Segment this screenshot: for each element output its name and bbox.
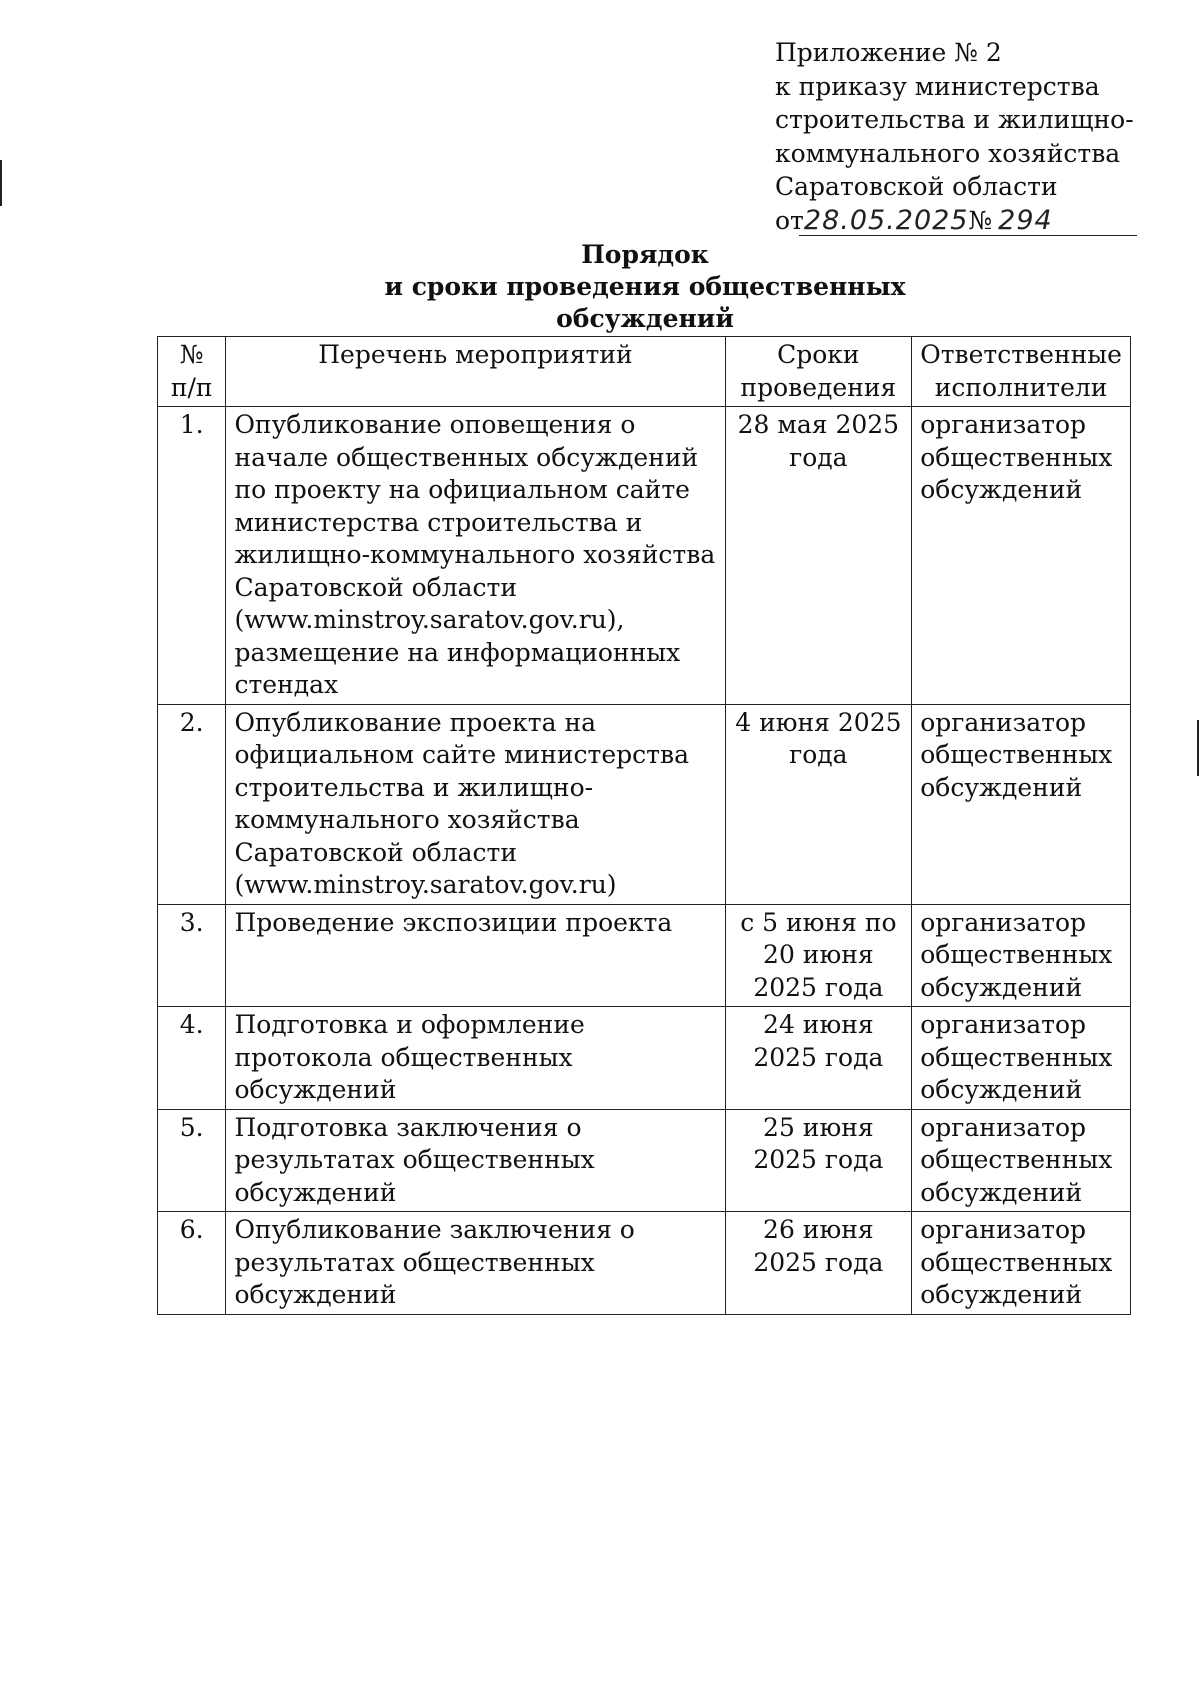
table-row — [158, 407, 1131, 705]
cell-num: 5. — [158, 1109, 226, 1212]
title-line: Порядок — [581, 240, 709, 269]
cell-dates: 24 июня 2025 года — [725, 1007, 912, 1110]
cell-dates: 25 июня 2025 года — [725, 1109, 912, 1212]
cell-activity: Проведение экспозиции проекта — [226, 904, 725, 1007]
cell-dates: с 5 июня по 20 июня 2025 года — [725, 904, 912, 1007]
table-row — [158, 1109, 1131, 1212]
scan-margin-mark — [0, 160, 2, 206]
cell-activity: Подготовка и оформление протокола общественных обсуждений — [226, 1007, 725, 1110]
appendix-line: строительства и жилищно- — [775, 105, 1134, 134]
appendix-line: к приказу министерства — [775, 71, 1100, 101]
schedule-table — [157, 336, 1131, 1315]
order-date-number — [775, 204, 1135, 238]
appendix-line: коммунального хозяйства — [775, 138, 1121, 168]
cell-responsible: организатор общественных обсуждений — [912, 1007, 1131, 1110]
table-row — [158, 904, 1131, 1007]
header-num: № п/п — [158, 337, 226, 407]
cell-dates: 26 июня 2025 года — [725, 1212, 912, 1315]
cell-num: 6. — [158, 1212, 226, 1315]
table-row — [158, 704, 1131, 904]
handwritten-date: 28.05.2025 — [803, 204, 969, 236]
document-title — [300, 239, 990, 335]
handwritten-number: 294 — [998, 204, 1053, 236]
cell-num: 1. — [158, 407, 226, 705]
cell-responsible: организатор общественных обсуждений — [912, 407, 1131, 705]
cell-activity: Опубликование заключения о результатах общественных обсуждений — [226, 1212, 725, 1315]
number-label: № — [968, 205, 993, 235]
signature-underline — [799, 235, 1137, 236]
cell-responsible: организатор общественных обсуждений — [912, 1109, 1131, 1212]
table-header-row — [158, 337, 1131, 407]
cell-num: 2. — [158, 704, 226, 904]
scan-margin-mark — [1197, 720, 1199, 776]
cell-num: 4. — [158, 1007, 226, 1110]
appendix-line: Саратовской области — [775, 172, 1058, 201]
title-line: и сроки проведения общественных обсуждений — [384, 272, 906, 333]
header-responsible: Ответственные исполнители — [912, 337, 1131, 407]
date-prefix: от — [775, 205, 804, 235]
appendix-header — [775, 36, 1135, 237]
cell-activity: Подготовка заключения о результатах общественных обсуждений — [226, 1109, 725, 1212]
table-row — [158, 1007, 1131, 1110]
cell-dates: 28 мая 2025 года — [725, 407, 912, 705]
cell-dates: 4 июня 2025 года — [725, 704, 912, 904]
cell-num: 3. — [158, 904, 226, 1007]
cell-responsible: организатор общественных обсуждений — [912, 904, 1131, 1007]
header-dates: Сроки проведения — [725, 337, 912, 407]
cell-responsible: организатор общественных обсуждений — [912, 704, 1131, 904]
table-row — [158, 1212, 1131, 1315]
cell-responsible: организатор общественных обсуждений — [912, 1212, 1131, 1315]
header-activity: Перечень мероприятий — [226, 337, 725, 407]
cell-activity: Опубликование проекта на официальном сайте министерства строительства и жилищно-коммунального хозяйства Саратовской области (www.minstroy.saratov.gov.ru) — [226, 704, 725, 904]
cell-activity: Опубликование оповещения о начале общественных обсуждений по проекту на официальном сайте министерства строительства и жилищно-коммунального хозяйства Саратовской области (www.minstroy.saratov.gov.ru), размещение на информационных стендах — [226, 407, 725, 705]
appendix-line: Приложение № 2 — [775, 38, 1002, 67]
